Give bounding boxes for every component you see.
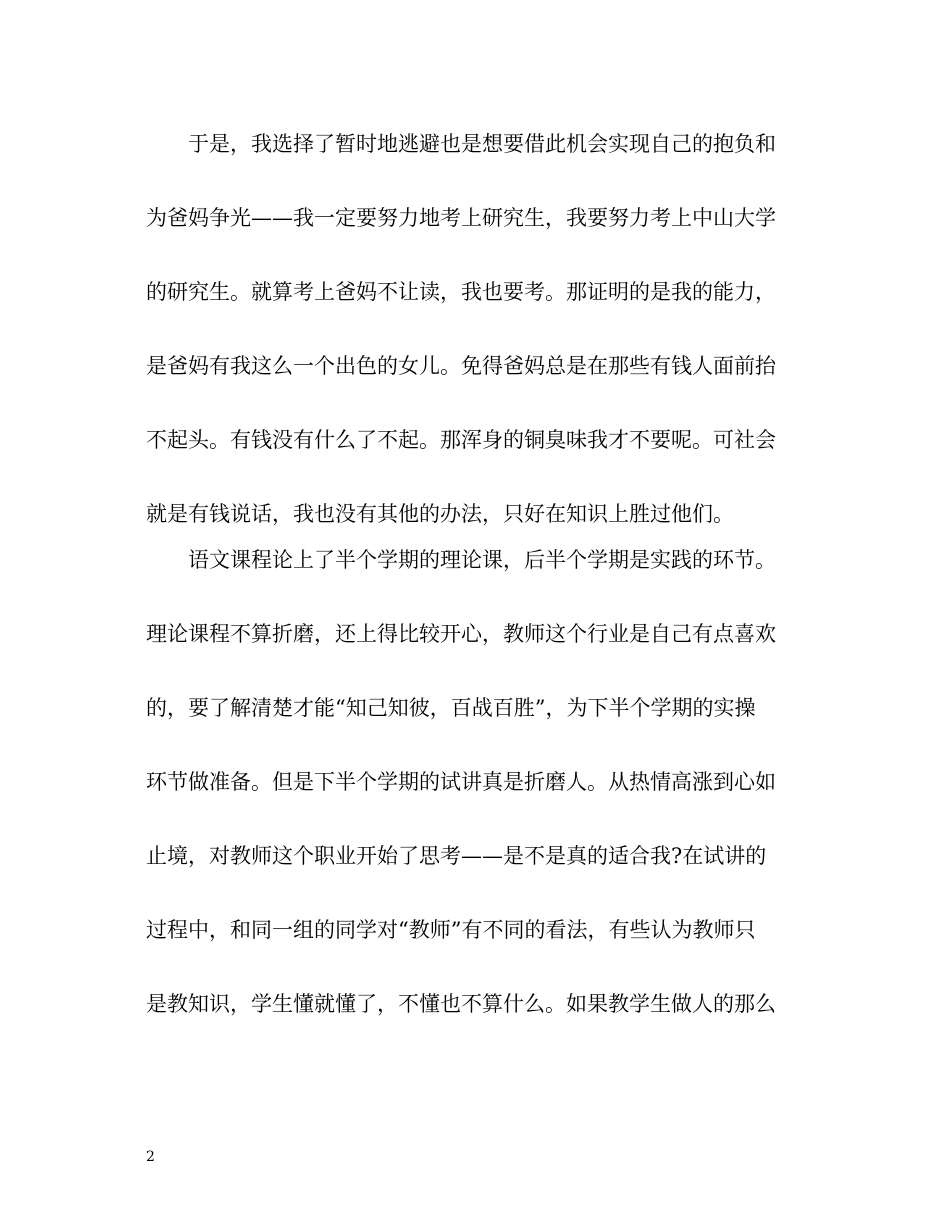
paragraph-2-line-3: 的，要了解清楚才能“知己知彼，百战百胜”，为下半个学期的实操 bbox=[146, 696, 756, 720]
paragraph-1-line-6: 就是有钱说话，我也没有其他的办法，只好在知识上胜过他们。 bbox=[146, 502, 734, 526]
paragraph-2-line-6: 过程中，和同一组的同学对“教师”有不同的看法，有些认为教师只 bbox=[146, 918, 756, 942]
paragraph-2-line-7: 是教知识，学生懂就懂了，不懂也不算什么。如果教学生做人的那么 bbox=[146, 992, 776, 1016]
paragraph-1-line-5: 不起头。有钱没有什么了不起。那浑身的铜臭味我才不要呢。可社会 bbox=[146, 428, 776, 452]
paragraph-2-line-2: 理论课程不算折磨，还上得比较开心，教师这个行业是自己有点喜欢 bbox=[146, 622, 776, 646]
paragraph-2-line-4: 环节做准备。但是下半个学期的试讲真是折磨人。从热情高涨到心如 bbox=[146, 770, 776, 794]
paragraph-2-line-5: 止境，对教师这个职业开始了思考——是不是真的适合我?在试讲的 bbox=[146, 844, 767, 868]
paragraph-2-line-1: 语文课程论上了半个学期的理论课，后半个学期是实践的环节。 bbox=[188, 548, 776, 572]
paragraph-1-line-4: 是爸妈有我这么一个出色的女儿。免得爸妈总是在那些有钱人面前抬 bbox=[146, 354, 776, 378]
paragraph-1-line-3: 的研究生。就算考上爸妈不让读，我也要考。那证明的是我的能力， bbox=[146, 280, 776, 304]
paragraph-1-line-2: 为爸妈争光——我一定要努力地考上研究生，我要努力考上中山大学 bbox=[146, 206, 776, 230]
page-number: 2 bbox=[146, 1149, 155, 1165]
paragraph-1-line-1: 于是，我选择了暂时地逃避也是想要借此机会实现自己的抱负和 bbox=[188, 132, 776, 156]
body-text bbox=[146, 122, 806, 1056]
